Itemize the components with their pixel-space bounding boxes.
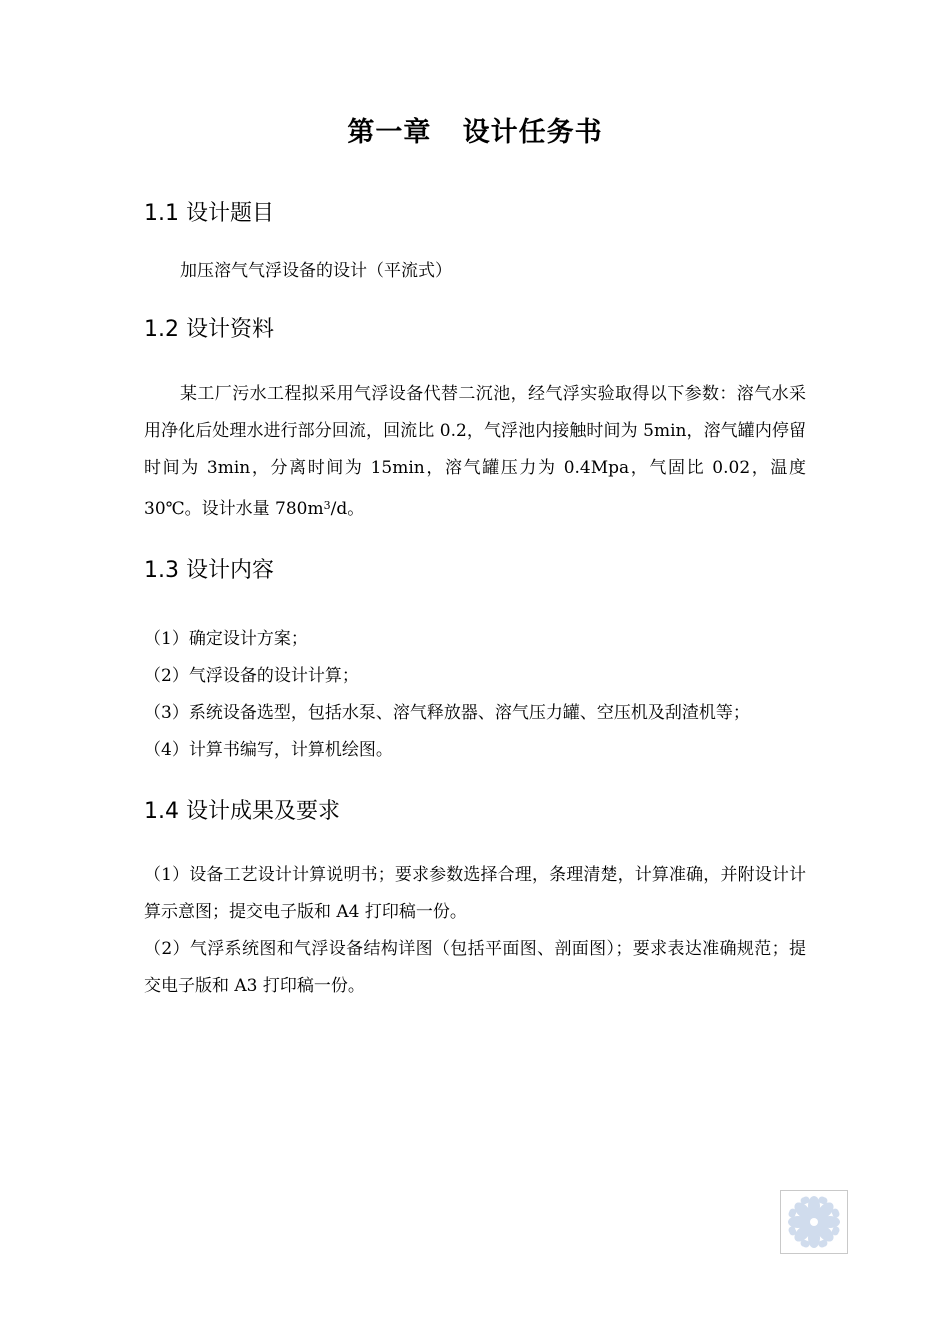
- cubic-superscript: 3: [323, 499, 331, 512]
- design-content-item: （4）计算书编写，计算机绘图。: [144, 740, 393, 760]
- design-content-item: （3）系统设备选型，包括水泵、溶气释放器、溶气压力罐、空压机及刮渣机等；: [144, 703, 750, 723]
- design-data-text: 某工厂污水工程拟采用气浮设备代替二沉池，经气浮实验取得以下参数：溶气水采用净化后处理水进行部分回流，回流比 0.2，气浮池内接触时间为 5min，溶气罐内停留时间为 3min，分离时间为 15min，溶气罐压力为 0.4Mpa，气固比 0.02，温度 30℃。设计水量 780m: [144, 384, 806, 519]
- section-heading-1-2: 1.2 设计资料: [144, 317, 274, 342]
- section-heading-1-4: 1.4 设计成果及要求: [144, 799, 340, 824]
- design-data-paragraph: [144, 376, 806, 528]
- requirement-item: （2）气浮系统图和气浮设备结构详图（包括平面图、剖面图）；要求表达准确规范；提交电子版和 A3 打印稿一份。: [144, 939, 806, 996]
- section-heading-1-3: 1.3 设计内容: [144, 558, 274, 583]
- design-data-unit-suffix: /d。: [330, 499, 365, 519]
- design-topic-text: 加压溶气气浮设备的设计（平流式）: [180, 261, 452, 281]
- watermark-logo: [780, 1190, 848, 1254]
- design-content-item: （2）气浮设备的设计计算；: [144, 666, 359, 686]
- design-content-item: （1）确定设计方案；: [144, 629, 308, 649]
- section-heading-1-1: 1.1 设计题目: [144, 201, 274, 226]
- chapter-title: 第一章 设计任务书: [347, 117, 603, 148]
- requirement-item: （1）设备工艺设计计算说明书；要求参数选择合理，条理清楚，计算准确，并附设计计算示意图；提交电子版和 A4 打印稿一份。: [144, 865, 806, 922]
- snowflake-logo-icon: [781, 1191, 847, 1253]
